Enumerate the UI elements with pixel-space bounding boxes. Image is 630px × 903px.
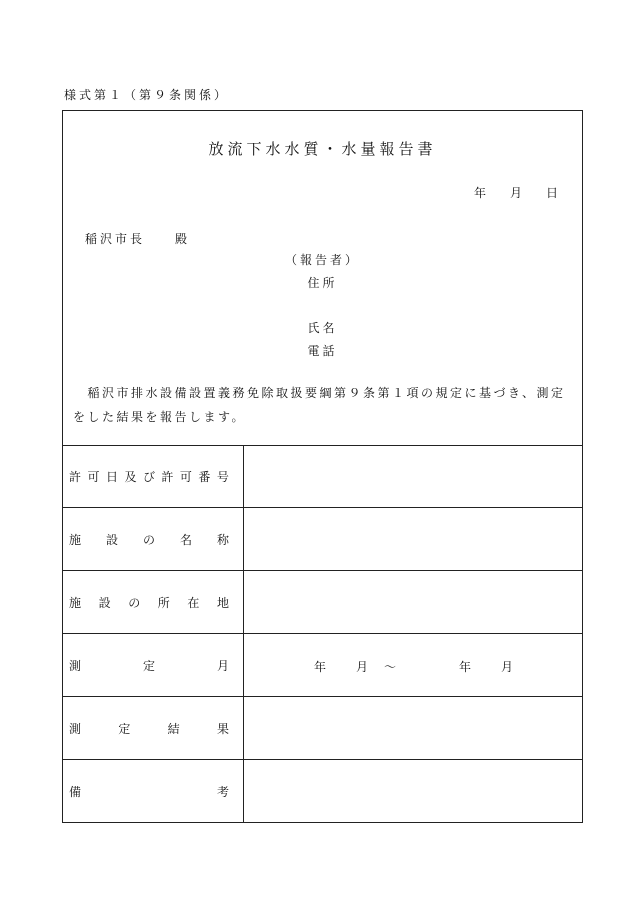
measurement-month-value-cell[interactable] — [244, 634, 582, 696]
row-label-char: 測 — [69, 721, 82, 736]
row-label-char: 可 — [87, 469, 100, 484]
row-label-char: 測 — [69, 658, 82, 673]
row-label-text — [69, 594, 229, 611]
row-label-text — [69, 657, 229, 674]
row-label-char: 許 — [161, 469, 174, 484]
row-label-char: 定 — [142, 658, 155, 673]
row-label-char: 番 — [198, 469, 211, 484]
form-id: 様式第１（第９条関係） — [64, 88, 230, 102]
row-label-char: 称 — [216, 532, 229, 547]
row-label-char: び — [142, 469, 155, 484]
permit-value-cell[interactable] — [244, 445, 582, 507]
row-label-char: 設 — [98, 595, 111, 610]
row-label — [63, 571, 244, 633]
measurement-result-value-cell[interactable] — [244, 697, 582, 759]
table-row — [63, 445, 582, 508]
row-label-char: 所 — [157, 595, 170, 610]
form-header-section — [63, 111, 582, 446]
row-label-char: 果 — [216, 721, 229, 736]
table-row — [63, 571, 582, 634]
reporter-name-label: 氏名 — [307, 321, 338, 335]
row-label-text — [69, 783, 229, 800]
date-line: 年 月 日 — [473, 186, 558, 200]
row-label-char: 月 — [216, 658, 229, 673]
row-label — [63, 445, 244, 507]
row-label-char: 許 — [69, 469, 82, 484]
report-statement: 稲沢市排水設備設置義務免除取扱要綱第９条第１項の規定に基づき、測定をした結果を報告します。 — [73, 386, 566, 424]
reporter-address-label: 住所 — [307, 276, 338, 290]
table-row — [63, 760, 582, 823]
row-label-char: 設 — [105, 532, 118, 547]
row-label-char: 号 — [216, 469, 229, 484]
row-label-char: 考 — [216, 785, 229, 799]
period-to-month: 月 — [501, 660, 514, 674]
facility-location-value-cell[interactable] — [244, 571, 582, 633]
row-label-char: 及 — [124, 469, 137, 484]
period-to-year: 年 — [459, 660, 472, 674]
row-label — [63, 697, 244, 759]
row-label-char: の — [128, 595, 141, 610]
row-label-text — [69, 468, 229, 485]
row-label-text — [69, 720, 229, 737]
addressee: 稲沢市長 殿 — [85, 232, 191, 246]
row-label-char: 定 — [118, 721, 131, 736]
row-label-char: 可 — [179, 469, 192, 484]
table-row — [63, 508, 582, 571]
row-label-char: 結 — [167, 721, 180, 736]
row-label-char: 在 — [187, 595, 200, 610]
row-label-char: 備 — [69, 785, 82, 799]
reporter-heading: （報告者） — [284, 253, 360, 267]
row-label-char: の — [142, 532, 155, 547]
period-from-month: 月 — [356, 660, 369, 674]
remarks-value-cell[interactable] — [244, 760, 582, 823]
period-tilde: ～ — [384, 660, 397, 674]
row-label-char: 施 — [69, 532, 82, 547]
row-label — [63, 508, 244, 570]
facility-name-value-cell[interactable] — [244, 508, 582, 570]
report-table — [63, 445, 582, 823]
row-label-char: 日 — [105, 469, 118, 484]
form-title: 放流下水水質・水量報告書 — [208, 140, 437, 158]
table-row — [63, 697, 582, 760]
row-label-text — [69, 531, 229, 548]
table-row — [63, 634, 582, 697]
reporter-phone-label: 電話 — [307, 344, 338, 358]
row-label — [63, 760, 244, 823]
row-label-char: 名 — [179, 532, 192, 547]
period-from-year: 年 — [314, 660, 327, 674]
row-label-char: 施 — [69, 595, 82, 610]
report-form — [62, 110, 583, 823]
row-label-char: 地 — [216, 595, 229, 610]
row-label — [63, 634, 244, 696]
